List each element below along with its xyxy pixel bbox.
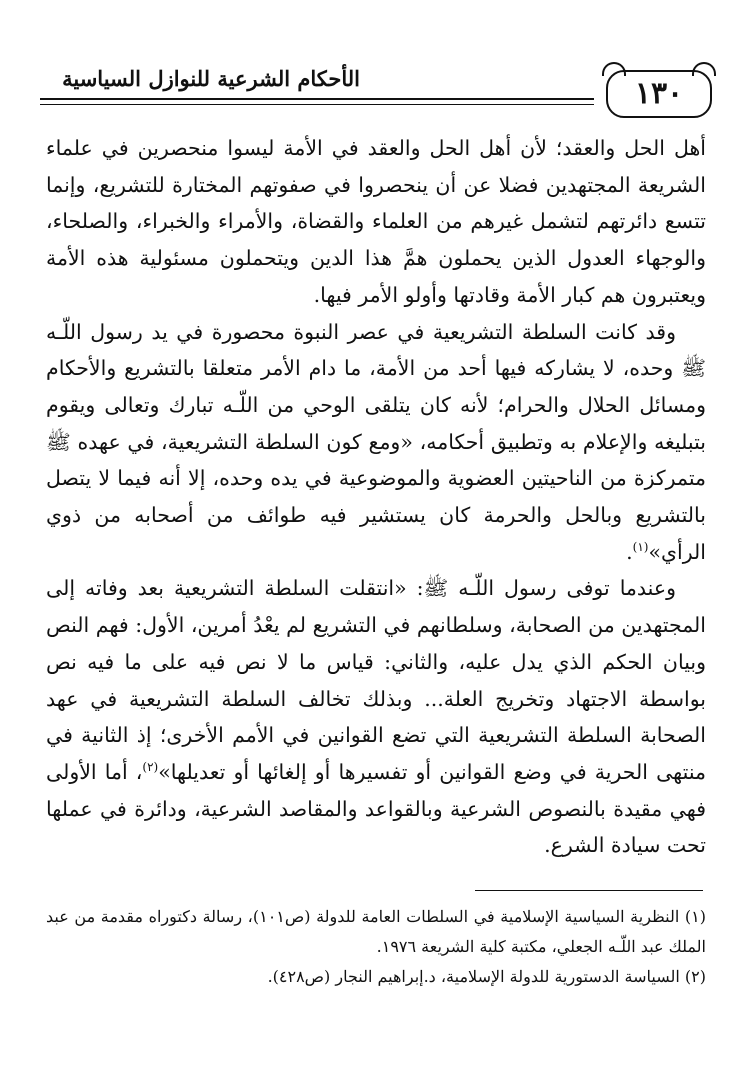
- paragraph-text: وعندما توفى رسول اللّـه ﷺ: «انتقلت السلطة التشريعية بعد وفاته إلى المجتهدين من الصحابة، وسلطانهم في التشريع لم يعْدُ أمرين، الأول: فهم النص وبيان الحكم الذي يدل عليه، والثاني: قياس ما لا نص فيه على ما فيه نص بواسطة الاجتهاد وتخريج العلة... وبذلك تخالف السلطة التشريعية في عهد الصحابة السلطة التشريعية التي تضع القوانين في الأمم الأخرى؛ إذ الثانية في منتهى الحرية في وضع القوانين أو تفسيرها أو إلغائها أو تعديلها»: [46, 576, 706, 784]
- page-header: [40, 58, 712, 120]
- paragraph: [46, 570, 706, 864]
- paragraph-text: وقد كانت السلطة التشريعية في عصر النبوة محصورة في يد رسول اللّـه ﷺ وحده، لا يشاركه فيها أحد من الأمة، ما دام الأمر متعلقا بالتشريع والأحكام ومسائل الحلال والحرام؛ لأنه كان يتلقى الوحي من اللّـه تبارك وتعالى ويقوم بتبليغه والإعلام به وتطبيق أحكامه، «ومع كون السلطة التشريعية، في عهده ﷺ متمركزة من الناحيتين العضوية والموضوعية في يده وحده، إلا أنه فيما لا يتصل بالتشريع وبالحل والحرمة كان يستشير فيه طوائف من أصحابه من ذوي الرأي»: [46, 319, 706, 564]
- page-number-frame: [606, 70, 712, 118]
- footnote-separator: [475, 890, 703, 891]
- footnote-ref: (٢): [142, 760, 159, 775]
- footnotes: [46, 902, 706, 992]
- footnote-ref: (١): [632, 539, 649, 554]
- header-rule-thin: [40, 104, 594, 105]
- footnote: (١) النظرية السياسية الإسلامية في السلطات العامة للدولة (ص١٠١)، رسالة دكتوراه مقدمة من عبد الملك عبد اللّـه الجعلي، مكتبة كلية الشريعة ١٩٧٦.: [46, 907, 706, 956]
- running-title: الأحكام الشرعية للنوازل السياسية: [62, 66, 360, 91]
- paragraph-tail: ، أما الأولى فهي مقيدة بالنصوص الشرعية وبالقواعد والمقاصد الشرعية، ودائرة في عملها تحت سيادة الشرع.: [46, 759, 706, 858]
- header-rule: [40, 98, 594, 100]
- main-text: [46, 130, 706, 864]
- footnote: (٢) السياسة الدستورية للدولة الإسلامية، د.إبراهيم النجار (ص٤٢٨).: [267, 967, 706, 986]
- paragraph: أهل الحل والعقد؛ لأن أهل الحل والعقد في الأمة ليسوا منحصرين في علماء الشريعة المجتهدين فضلا عن أن ينحصروا في صفوتهم المختارة للتشريع، وإنما تتسع دائرتهم لتشمل غيرهم من العلماء والقضاة، والأمراء والخبراء، والصلحاء، والوجهاء العدول الذين يحملون همَّ هذا الدين ويتحملون مسئولية هذه الأمة ويعتبرون هم كبار الأمة وقادتها وأولو الأمر فيها.: [46, 136, 706, 307]
- paragraph: [46, 314, 706, 571]
- paragraph-end: .: [626, 539, 633, 564]
- page-number: ١٣٠: [634, 76, 684, 111]
